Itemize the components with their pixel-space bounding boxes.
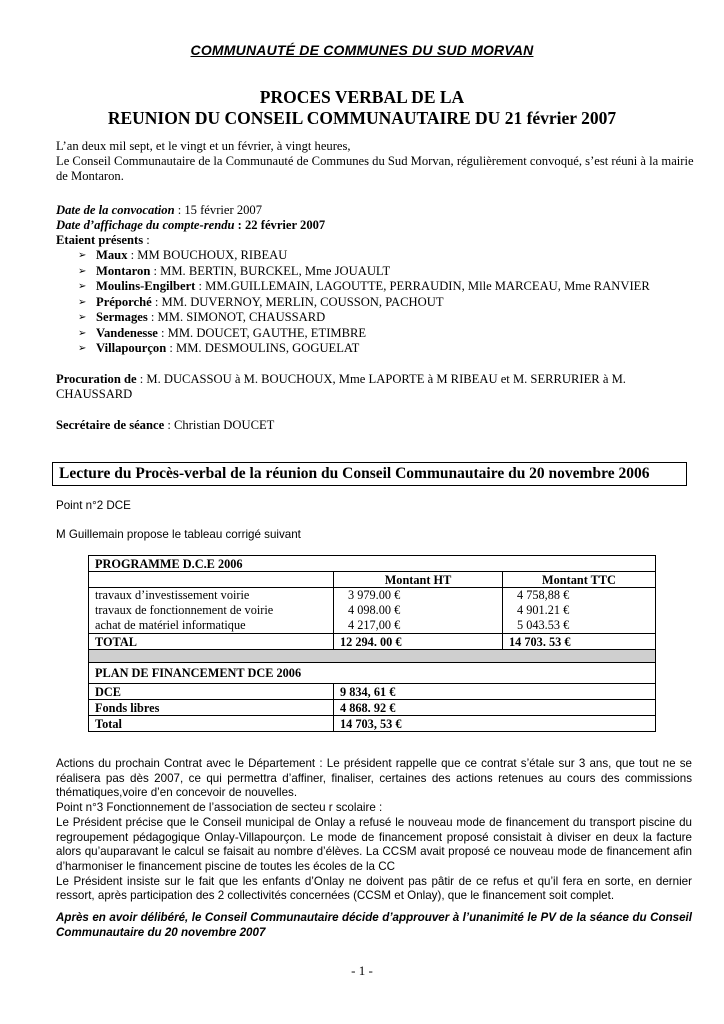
attendee-commune: Montaron <box>96 263 151 278</box>
row-ht-values <box>334 588 503 634</box>
onlay-paragraph: Le Président insiste sur le fait que les enfants d’Onlay ne doivent pas pâtir de ce refus et qu’il fera en sorte, en dernier ressort, après participation des 2 collectivités concernées (CCSM et Onlay), que le financement soit complet. <box>56 874 692 903</box>
affichage-value: : 22 février 2007 <box>234 218 326 232</box>
point-3-heading: Point n°3 Fonctionnement de l’association de secteu r scolaire : <box>56 801 383 815</box>
secretaire-text: : Christian DOUCET <box>164 418 275 432</box>
affichage-date <box>56 218 696 233</box>
dce-table <box>88 555 656 732</box>
table-row <box>89 588 656 634</box>
financement-row <box>89 716 656 732</box>
row-ht: 4 217,00 € <box>348 618 401 632</box>
organization-header: COMMUNAUTÉ DE COMMUNES DU SUD MORVAN <box>190 42 534 58</box>
procuration-label: Procuration de <box>56 372 137 386</box>
document-title <box>0 87 724 129</box>
row-label: travaux de fonctionnement de voirie <box>95 603 274 617</box>
attendee-names: : MM. DOUCET, GAUTHE, ETIMBRE <box>157 325 367 340</box>
row-ht: 4 098.00 € <box>348 603 401 617</box>
financement-label: DCE <box>89 684 334 700</box>
financement-value: 14 703, 53 € <box>334 716 656 732</box>
decision-statement: Après en avoir délibéré, le Conseil Communautaire décide d’approuver à l’unanimité le PV de la séance du Conseil Communautaire du 20 novembre 2007 <box>56 911 692 939</box>
financement-value: 9 834, 61 € <box>334 684 656 700</box>
separator-cell <box>89 650 656 663</box>
procuration <box>56 372 696 402</box>
page-number: - 1 - <box>351 963 373 978</box>
arrow-bullet-icon: ➢ <box>78 312 87 323</box>
attendee-commune: Villapourçon <box>96 341 167 355</box>
attendee-item <box>78 326 696 342</box>
arrow-bullet-icon: ➢ <box>78 265 87 277</box>
attendee-names: : MM BOUCHOUX, RIBEAU <box>127 248 288 262</box>
row-label: travaux d’investissement voirie <box>95 588 250 602</box>
header-montant-ht: Montant HT <box>334 572 503 588</box>
contrat-paragraph: Actions du prochain Contrat avec le Département : Le président rappelle que ce contrat s’étale sur 3 ans, que tout ne se réalisera pas dès 2007, ce qui permettra d’affiner, finaliser, certaines des actions retenues au cours des commissions thématiques,voire d’en concevoir de nouvelles. <box>56 757 692 800</box>
attendee-item <box>78 248 696 264</box>
attendee-names: : MM.GUILLEMAIN, LAGOUTTE, PERRAUDIN, Mlle MARCEAU, Mme RANVIER <box>195 279 650 293</box>
row-label: achat de matériel informatique <box>95 618 246 632</box>
financement-title: PLAN DE FINANCEMENT DCE 2006 <box>89 663 656 684</box>
separator-row <box>89 650 656 663</box>
row-ttc: 5 043.53 € <box>517 618 570 632</box>
convocation-date <box>56 203 696 218</box>
attendee-item <box>78 264 696 280</box>
attendee-item <box>78 279 696 295</box>
total-ht: 12 294. 00 € <box>334 634 503 650</box>
secretaire <box>56 418 696 433</box>
total-ttc: 14 703. 53 € <box>503 634 656 650</box>
attendee-names: : MM. SIMONOT, CHAUSSARD <box>147 310 326 324</box>
body-text <box>56 757 692 904</box>
arrow-bullet-icon: ➢ <box>78 343 87 354</box>
financement-value: 4 868. 92 € <box>334 700 656 716</box>
arrow-bullet-icon: ➢ <box>78 296 87 308</box>
section-heading: Lecture du Procès-verbal de la réunion du Conseil Communautaire du 20 novembre 2006 <box>52 462 687 486</box>
header-empty-cell <box>89 572 334 588</box>
row-ht: 3 979.00 € <box>348 588 401 602</box>
attendee-names: : MM. DESMOULINS, GOGUELAT <box>166 341 360 355</box>
attendee-commune: Vandenesse <box>96 325 158 340</box>
attendee-commune: Maux <box>96 248 128 262</box>
table-header-row <box>89 572 656 588</box>
financement-row <box>89 700 656 716</box>
total-label: TOTAL <box>89 634 334 650</box>
meeting-meta <box>56 203 696 357</box>
secretaire-label: Secrétaire de séance <box>56 418 165 432</box>
financement-title-row <box>89 663 656 684</box>
row-ttc-values <box>503 588 656 634</box>
point-2-heading: Point n°2 DCE <box>56 499 131 512</box>
attendee-item <box>78 310 696 326</box>
financement-label: Fonds libres <box>89 700 334 716</box>
financement-row <box>89 684 656 700</box>
arrow-bullet-icon: ➢ <box>78 327 87 339</box>
row-ttc: 4 901.21 € <box>517 603 570 617</box>
convocation-label: Date de la convocation <box>56 203 175 217</box>
financement-label: Total <box>89 716 334 732</box>
attendee-commune: Sermages <box>96 310 148 324</box>
attendee-names: : MM. DUVERNOY, MERLIN, COUSSON, PACHOUT <box>151 294 444 309</box>
guillemain-proposal: M Guillemain propose le tableau corrigé suivant <box>56 528 301 541</box>
intro-line-2: Le Conseil Communautaire de la Communauté de Communes du Sud Morvan, régulièrement convoqué, s’est réuni à la mairie de Montaron. <box>56 154 694 183</box>
affichage-label: Date d’affichage du compte-rendu <box>56 218 235 232</box>
presents-heading <box>56 233 696 248</box>
row-ttc: 4 758,88 € <box>517 588 570 602</box>
programme-title-row <box>89 556 656 572</box>
attendee-item <box>78 341 696 357</box>
intro-paragraph <box>56 139 696 184</box>
piscine-paragraph: Le Président précise que le Conseil municipal de Onlay a refusé le nouveau mode de financement du transport piscine du regroupement pédagogique Onlay-Villapourçon. Le mode de financement proposé consistait à diviser en deux la facture alors qu’auparavant le calcul se faisait au nombre d’élèves. La CCSM avait proposé ce nouveau mode de financement afin d’harmoniser le financement piscine de toutes les écoles de la CC <box>56 815 692 873</box>
arrow-bullet-icon: ➢ <box>78 281 87 292</box>
intro-line-1: L’an deux mil sept, et le vingt et un février, à vingt heures, <box>56 139 351 153</box>
total-row <box>89 634 656 650</box>
attendee-list <box>56 248 696 357</box>
arrow-bullet-icon: ➢ <box>78 250 87 261</box>
header-montant-ttc: Montant TTC <box>503 572 656 588</box>
attendee-item <box>78 295 696 311</box>
title-line-1: PROCES VERBAL DE LA <box>259 87 465 107</box>
title-line-2: REUNION DU CONSEIL COMMUNAUTAIRE DU 21 février 2007 <box>107 108 617 128</box>
presents-suffix: : <box>143 233 150 247</box>
convocation-value: : 15 février 2007 <box>174 203 263 217</box>
attendee-commune: Moulins-Engilbert <box>96 279 196 293</box>
attendee-names: : MM. BERTIN, BURCKEL, Mme JOUAULT <box>150 263 391 278</box>
row-labels <box>89 588 334 634</box>
presents-label: Etaient présents <box>56 233 144 247</box>
attendee-commune: Préporché <box>96 294 152 309</box>
programme-title: PROGRAMME D.C.E 2006 <box>89 556 656 572</box>
procuration-text: : M. DUCASSOU à M. BOUCHOUX, Mme LAPORTE à M RIBEAU et M. SERRURIER à M. CHAUSSARD <box>56 372 626 401</box>
